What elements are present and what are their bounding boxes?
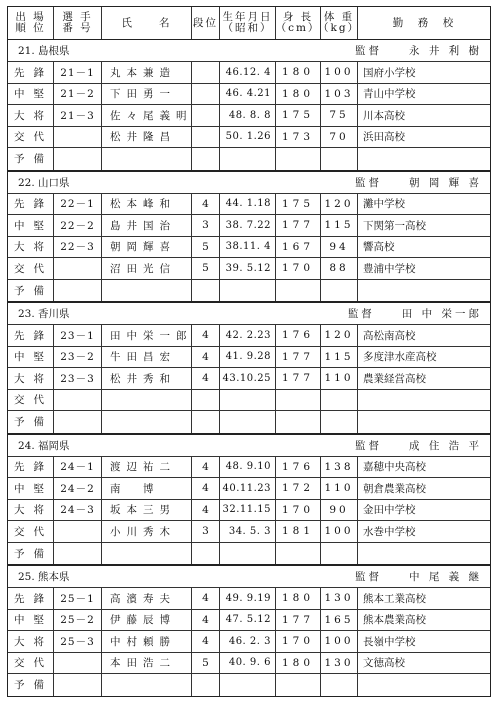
cell-dan: 4: [192, 194, 220, 215]
cell-num: 24－1: [54, 457, 102, 478]
cell-weight: [321, 411, 358, 433]
cell-dan: 3: [192, 521, 220, 542]
cell-birth: 38.11. 4: [220, 237, 276, 258]
prefecture-header: [8, 40, 490, 62]
prefecture-title: 21. 島根県: [18, 45, 70, 57]
header-weight-text: 体 重 （kg）: [317, 11, 361, 34]
table-row: [8, 610, 490, 632]
cell-school: 高松南高校: [363, 329, 416, 342]
cell-num: [54, 521, 102, 542]
cell-name: 島井国治: [102, 215, 192, 236]
cell-birth: [220, 390, 276, 411]
prefecture-header: [8, 566, 490, 588]
cell-name: 松井隆昌: [102, 127, 192, 148]
cell-height: 172: [276, 478, 321, 499]
cell-school: 青山中学校: [363, 88, 416, 101]
cell-num: 21－2: [54, 84, 102, 105]
cell-num: [54, 148, 102, 170]
cell-pos: 大将: [8, 368, 54, 389]
table-row: [8, 194, 490, 216]
table-row: [8, 347, 490, 369]
cell-birth: 38. 7.22: [220, 215, 276, 236]
coach-name: 監督 成 住 浩 平: [354, 439, 482, 452]
table-row: [8, 500, 490, 522]
cell-pos: 大将: [8, 237, 54, 258]
cell-school: 文徳高校: [363, 657, 405, 670]
coach-name: 監督 永 井 利 樹: [354, 45, 482, 57]
cell-height: 180: [276, 588, 321, 609]
cell-dan: 5: [192, 237, 220, 258]
cell-weight: 100: [321, 521, 358, 542]
cell-school: [358, 411, 490, 433]
cell-birth: 44. 1.18: [220, 194, 276, 215]
cell-dan: 4: [192, 631, 220, 652]
cell-num: [54, 543, 102, 565]
table-row: [8, 368, 490, 390]
cell-height: 167: [276, 237, 321, 258]
cell-birth: [220, 411, 276, 433]
cell-name: 中村頼勝: [102, 631, 192, 652]
cell-name: 松井秀和: [102, 368, 192, 389]
cell-name: [102, 390, 192, 411]
cell-height: 170: [276, 500, 321, 521]
cell-weight: 75: [321, 105, 358, 126]
cell-weight: 110: [321, 368, 358, 389]
cell-name: 丸本兼造: [102, 62, 192, 83]
cell-pos: 中堅: [8, 347, 54, 368]
cell-height: 181: [276, 521, 321, 542]
cell-weight: 115: [321, 347, 358, 368]
cell-height: 177: [276, 347, 321, 368]
cell-weight: 138: [321, 457, 358, 478]
cell-num: 23－1: [54, 325, 102, 346]
cell-height: 176: [276, 457, 321, 478]
prefecture-block: [8, 435, 490, 567]
cell-pos: 先鋒: [8, 62, 54, 83]
cell-school: [358, 280, 490, 302]
cell-school: 灘中学校: [363, 198, 405, 211]
cell-pos: 先鋒: [8, 588, 54, 609]
cell-dan: 3: [192, 215, 220, 236]
table-row: [8, 390, 490, 412]
header-school: [358, 7, 490, 39]
cell-pos: 予備: [8, 148, 54, 170]
table-row: [8, 588, 490, 610]
cell-name: 高濱寿夫: [102, 588, 192, 609]
cell-weight: 90: [321, 500, 358, 521]
header-dan-text: 段位: [193, 16, 218, 29]
cell-dan: [192, 84, 220, 105]
cell-weight: 88: [321, 258, 358, 279]
prefecture-title: 23. 香川県: [18, 308, 70, 320]
cell-num: 25－1: [54, 588, 102, 609]
cell-height: 180: [276, 84, 321, 105]
cell-school: 浜田高校: [363, 131, 405, 144]
cell-height: [276, 390, 321, 411]
header-birth: [220, 7, 276, 39]
cell-school: 多度津水産高校: [363, 351, 437, 364]
cell-pos: 予備: [8, 411, 54, 433]
cell-num: 22－3: [54, 237, 102, 258]
cell-school: [358, 674, 490, 696]
cell-school: 金田中学校: [363, 504, 416, 517]
cell-weight: [321, 148, 358, 170]
cell-name: 渡辺祐二: [102, 457, 192, 478]
header-num-text: 選 手 番 号: [62, 11, 93, 34]
cell-pos: 先鋒: [8, 194, 54, 215]
cell-birth: 48. 8. 8: [220, 105, 276, 126]
cell-school: 農業経営高校: [363, 372, 426, 385]
table-header: [8, 7, 490, 40]
prefecture-blocks: [8, 40, 490, 696]
header-dan: [192, 7, 220, 39]
prefecture-header: [8, 435, 490, 457]
cell-dan: [192, 543, 220, 565]
table-row: [8, 411, 490, 433]
prefecture-block: [8, 40, 490, 172]
cell-dan: 4: [192, 368, 220, 389]
cell-pos: 大将: [8, 500, 54, 521]
prefecture-title: 22. 山口県: [18, 176, 70, 189]
table-row: [8, 237, 490, 259]
prefecture-block: [8, 172, 490, 304]
table-row: [8, 215, 490, 237]
cell-dan: [192, 105, 220, 126]
cell-height: 180: [276, 62, 321, 83]
cell-height: 177: [276, 368, 321, 389]
cell-name: 沼田光信: [102, 258, 192, 279]
cell-pos: 中堅: [8, 215, 54, 236]
cell-name: [102, 543, 192, 565]
table-row: [8, 62, 490, 84]
cell-num: 25－2: [54, 610, 102, 631]
cell-birth: 43.10.25: [220, 368, 276, 389]
cell-dan: 5: [192, 258, 220, 279]
cell-pos: 中堅: [8, 610, 54, 631]
cell-height: [276, 411, 321, 433]
cell-birth: 46. 2. 3: [220, 631, 276, 652]
cell-pos: 交代: [8, 521, 54, 542]
cell-dan: 4: [192, 478, 220, 499]
cell-height: [276, 543, 321, 565]
cell-num: 23－3: [54, 368, 102, 389]
prefecture-block: [8, 303, 490, 435]
cell-height: 173: [276, 127, 321, 148]
cell-num: [54, 411, 102, 433]
cell-school: [358, 390, 490, 411]
cell-dan: [192, 127, 220, 148]
cell-weight: 120: [321, 194, 358, 215]
cell-birth: 34. 5. 3: [220, 521, 276, 542]
cell-num: [54, 127, 102, 148]
cell-weight: 130: [321, 653, 358, 674]
header-height: [276, 7, 321, 39]
cell-pos: 交代: [8, 390, 54, 411]
cell-dan: [192, 62, 220, 83]
cell-name: 松本峰和: [102, 194, 192, 215]
cell-weight: 165: [321, 610, 358, 631]
header-height-text: 身 長 （cm）: [275, 11, 321, 34]
cell-num: [54, 674, 102, 696]
coach-name: 監督 田 中 栄一郎: [347, 308, 482, 320]
cell-name: [102, 280, 192, 302]
cell-pos: 先鋒: [8, 325, 54, 346]
table-row: [8, 105, 490, 127]
prefecture-block: [8, 566, 490, 696]
cell-name: 坂本三男: [102, 500, 192, 521]
table-row: [8, 674, 490, 696]
cell-height: 170: [276, 631, 321, 652]
cell-weight: [321, 543, 358, 565]
cell-dan: [192, 411, 220, 433]
cell-weight: 100: [321, 631, 358, 652]
cell-weight: 94: [321, 237, 358, 258]
cell-name: 南 博: [102, 478, 192, 499]
cell-height: 175: [276, 194, 321, 215]
cell-dan: 5: [192, 653, 220, 674]
prefecture-title: 24. 福岡県: [18, 439, 70, 452]
cell-birth: 40. 9. 6: [220, 653, 276, 674]
cell-pos: 交代: [8, 258, 54, 279]
cell-dan: [192, 148, 220, 170]
cell-weight: 120: [321, 325, 358, 346]
cell-num: 22－2: [54, 215, 102, 236]
cell-birth: 41. 9.28: [220, 347, 276, 368]
table-row: [8, 148, 490, 170]
cell-pos: 交代: [8, 127, 54, 148]
cell-school: 水巻中学校: [363, 525, 416, 538]
table-row: [8, 653, 490, 675]
cell-school: 川本高校: [363, 109, 405, 122]
cell-height: 177: [276, 610, 321, 631]
cell-school: 豊浦中学校: [363, 262, 416, 275]
prefecture-header: [8, 172, 490, 194]
coach-name: 監督 朝 岡 輝 喜: [354, 176, 482, 189]
cell-pos: 先鋒: [8, 457, 54, 478]
cell-weight: 103: [321, 84, 358, 105]
cell-weight: 110: [321, 478, 358, 499]
prefecture-header: [8, 303, 490, 325]
cell-school: 熊本工業高校: [363, 592, 426, 605]
cell-dan: [192, 390, 220, 411]
cell-height: 176: [276, 325, 321, 346]
cell-num: [54, 280, 102, 302]
table-row: [8, 127, 490, 149]
table-row: [8, 478, 490, 500]
cell-birth: 39. 5.12: [220, 258, 276, 279]
cell-birth: 40.11.23: [220, 478, 276, 499]
cell-num: 21－3: [54, 105, 102, 126]
cell-weight: 115: [321, 215, 358, 236]
cell-birth: [220, 280, 276, 302]
header-num: [54, 7, 102, 39]
cell-name: 牛田昌宏: [102, 347, 192, 368]
cell-name: 下田勇一: [102, 84, 192, 105]
cell-pos: 予備: [8, 543, 54, 565]
cell-num: [54, 258, 102, 279]
cell-height: [276, 148, 321, 170]
coach-name: 監督 中 尾 義 継: [354, 571, 482, 583]
header-school-text: 勤 務 校: [392, 16, 456, 29]
cell-birth: 50. 1.26: [220, 127, 276, 148]
table-row: [8, 457, 490, 479]
cell-birth: 47. 5.12: [220, 610, 276, 631]
cell-num: [54, 653, 102, 674]
cell-school: 長嶺中学校: [363, 635, 416, 648]
prefecture-title: 25. 熊本県: [18, 571, 70, 583]
cell-name: 小川秀木: [102, 521, 192, 542]
cell-school: 嘉穂中央高校: [363, 461, 426, 474]
cell-school: 熊本農業高校: [363, 614, 426, 627]
cell-school: [358, 148, 490, 170]
cell-weight: [321, 280, 358, 302]
cell-weight: 100: [321, 62, 358, 83]
cell-num: 24－2: [54, 478, 102, 499]
table-row: [8, 543, 490, 565]
table-row: [8, 325, 490, 347]
cell-num: 24－3: [54, 500, 102, 521]
cell-weight: 130: [321, 588, 358, 609]
cell-name: 田中栄一郎: [102, 325, 192, 346]
cell-dan: 4: [192, 325, 220, 346]
cell-pos: 大将: [8, 631, 54, 652]
cell-pos: 予備: [8, 280, 54, 302]
cell-pos: 予備: [8, 674, 54, 696]
roster-table: [7, 6, 491, 697]
cell-pos: 大将: [8, 105, 54, 126]
cell-height: 177: [276, 215, 321, 236]
table-row: [8, 280, 490, 302]
cell-height: [276, 674, 321, 696]
cell-dan: [192, 674, 220, 696]
cell-birth: 46. 4.21: [220, 84, 276, 105]
table-row: [8, 258, 490, 280]
cell-birth: 46.12. 4: [220, 62, 276, 83]
cell-name: 朝岡輝喜: [102, 237, 192, 258]
cell-birth: 49. 9.19: [220, 588, 276, 609]
cell-birth: [220, 674, 276, 696]
cell-school: 国府小学校: [363, 66, 416, 79]
cell-num: [54, 390, 102, 411]
cell-birth: 32.11.15: [220, 500, 276, 521]
table-row: [8, 521, 490, 543]
cell-dan: 4: [192, 588, 220, 609]
cell-dan: 4: [192, 347, 220, 368]
cell-name: 本田浩二: [102, 653, 192, 674]
header-pos: [8, 7, 54, 39]
cell-pos: 中堅: [8, 478, 54, 499]
cell-name: [102, 674, 192, 696]
cell-height: 175: [276, 105, 321, 126]
cell-dan: 4: [192, 457, 220, 478]
cell-weight: [321, 390, 358, 411]
header-name: [102, 7, 192, 39]
header-birth-text: 生年月日 （昭和）: [222, 11, 273, 34]
cell-pos: 交代: [8, 653, 54, 674]
cell-birth: 42. 2.23: [220, 325, 276, 346]
cell-dan: 4: [192, 610, 220, 631]
table-row: [8, 84, 490, 106]
cell-pos: 中堅: [8, 84, 54, 105]
table-row: [8, 631, 490, 653]
cell-height: 170: [276, 258, 321, 279]
cell-height: 180: [276, 653, 321, 674]
cell-school: 下関第一高校: [363, 219, 426, 232]
cell-name: 伊藤辰博: [102, 610, 192, 631]
cell-school: 響高校: [363, 241, 395, 254]
cell-num: 22－1: [54, 194, 102, 215]
cell-num: 23－2: [54, 347, 102, 368]
cell-weight: [321, 674, 358, 696]
cell-name: [102, 411, 192, 433]
cell-school: 朝倉農業高校: [363, 482, 426, 495]
cell-dan: [192, 280, 220, 302]
cell-birth: [220, 543, 276, 565]
header-pos-text: 出 場 順 位: [15, 11, 46, 34]
cell-weight: 70: [321, 127, 358, 148]
cell-school: [358, 543, 490, 565]
header-weight: [317, 7, 361, 39]
cell-name: 佐々尾義明: [102, 105, 192, 126]
cell-birth: 48. 9.10: [220, 457, 276, 478]
cell-birth: [220, 148, 276, 170]
cell-dan: 4: [192, 500, 220, 521]
header-name-text: 氏 名: [121, 16, 172, 29]
cell-num: 25－3: [54, 631, 102, 652]
cell-num: 21－1: [54, 62, 102, 83]
cell-height: [276, 280, 321, 302]
cell-name: [102, 148, 192, 170]
